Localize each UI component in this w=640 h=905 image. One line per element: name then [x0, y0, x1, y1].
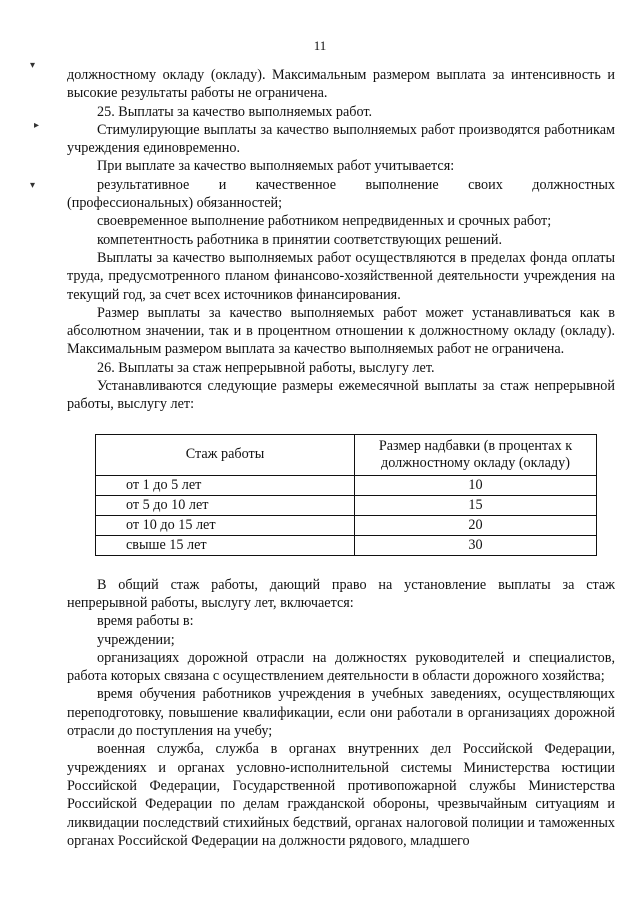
- paragraph: учреждении;: [97, 631, 175, 648]
- paragraph: компетентность работника в принятии соответствующих решений.: [97, 231, 502, 248]
- paragraph: своевременное выполнение работником непредвиденных и срочных работ;: [97, 213, 552, 230]
- paragraph: При выплате за качество выполняемых работ учитывается:: [97, 158, 455, 175]
- paragraph: организациях дорожной отрасли на должностях руководителей и специалистов, работа которых связана с осуществлением деятельности в области дорожного хозяйства;: [67, 649, 615, 685]
- paragraph: Выплаты за качество выполняемых работ осуществляются в пределах фонда оплаты труда, предусмотренного планом финансово-хозяйственной деятельности учреждения на текущий год, за счет всех источников финансирования.: [67, 249, 615, 303]
- paragraph: время обучения работников учреждения в учебных заведениях, осуществляющих переподготовку, повышение квалификации, если они работали в организациях дорожной отрасли до поступления на учебу;: [67, 686, 615, 740]
- table-header-row: [96, 434, 597, 475]
- table-cell: 10: [355, 475, 597, 495]
- seniority-table: [95, 434, 597, 556]
- margin-mark: ▾: [30, 180, 36, 191]
- table-row: [96, 535, 597, 555]
- margin-mark: ▸: [34, 120, 40, 131]
- paragraph: Стимулирующие выплаты за качество выполняемых работ производятся работникам учреждения единовременно.: [67, 121, 615, 157]
- section-heading: 26. Выплаты за стаж непрерывной работы, выслугу лет.: [97, 359, 435, 376]
- table-cell: 30: [355, 535, 597, 555]
- paragraph: результативное и качественное выполнение своих должностных (профессиональных) обязанностей;: [67, 176, 615, 212]
- table-header: Размер надбавки (в процентах к должностному окладу (окладу): [355, 434, 597, 475]
- table-cell: от 5 до 10 лет: [96, 495, 355, 515]
- paragraph: должностному окладу (окладу). Максимальным размером выплата за интенсивность и высокие результаты работы не ограничена.: [67, 67, 615, 102]
- table-row: [96, 495, 597, 515]
- table-cell: свыше 15 лет: [96, 535, 355, 555]
- table-cell: от 1 до 5 лет: [96, 475, 355, 495]
- table-row: [96, 515, 597, 535]
- table-cell: 20: [355, 515, 597, 535]
- paragraph: время работы в:: [97, 613, 194, 630]
- paragraph: В общий стаж работы, дающий право на установление выплаты за стаж непрерывной работы, выслугу лет, включается:: [67, 576, 615, 611]
- paragraph: Устанавливаются следующие размеры ежемесячной выплаты за стаж непрерывной работы, выслугу лет:: [67, 378, 615, 413]
- table-header: Стаж работы: [96, 434, 355, 475]
- paragraph: Размер выплаты за качество выполняемых работ может устанавливаться как в абсолютном значении, так и в процентном отношении к должностному окладу (окладу). Максимальным размером выплата за качество выполняемых работ не ограничена.: [67, 304, 615, 358]
- paragraph: 25. Выплаты за качество выполняемых работ.: [97, 103, 373, 120]
- margin-mark: ▾: [30, 60, 36, 71]
- table-row: [96, 475, 597, 495]
- paragraph: военная служба, служба в органах внутренних дел Российской Федерации, учреждениях и органах условно-исполнительной системы Министерства юстиции Российской Федерации, Государственной противопожарной службы Министерства Российской Федерации по делам гражданской обороны, чрезвычайным ситуациям и ликвидации последствий стихийных бедствий, органах налоговой полиции и таможенных органах Российской Федерации на должности рядового, младшего: [67, 741, 615, 849]
- document-body: [67, 66, 615, 850]
- page-number: 11: [313, 38, 327, 53]
- table-cell: 15: [355, 495, 597, 515]
- table-cell: от 10 до 15 лет: [96, 515, 355, 535]
